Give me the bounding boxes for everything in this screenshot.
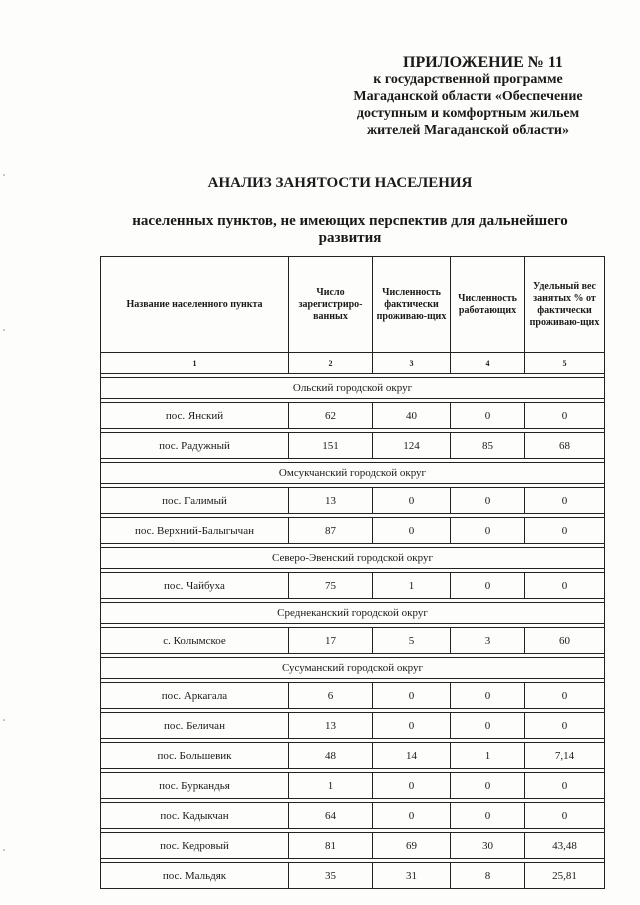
registered-cell: 13 [289,488,373,514]
district-name: Северо-Эвенский городской округ [101,548,605,569]
subtitle-line: населенных пунктов, не имеющих перспектив для дальнейшего [132,213,568,229]
appendix-line: доступным и комфортным жильем [356,106,580,121]
subtitle-line: развития [318,230,382,246]
document-subtitle [100,213,600,247]
actually-living-cell: 1 [373,573,451,599]
appendix-line: Магаданской области «Обеспечение [353,89,583,104]
employment-share-cell: 0 [525,803,605,829]
table-row [101,863,605,889]
working-cell: 85 [451,433,525,459]
settlement-name-cell: пос. Галимый [101,488,289,514]
actually-living-cell: 0 [373,683,451,709]
employment-share-cell: 25,81 [525,863,605,889]
district-row [101,658,605,679]
settlement-name-cell: пос. Кедровый [101,833,289,859]
table-row [101,683,605,709]
column-number: 5 [525,353,605,374]
employment-share-cell: 0 [525,573,605,599]
actually-living-cell: 40 [373,403,451,429]
working-cell: 0 [451,713,525,739]
column-number: 1 [101,353,289,374]
settlement-name-cell: пос. Янский [101,403,289,429]
registered-cell: 13 [289,713,373,739]
working-cell: 0 [451,518,525,544]
employment-share-cell: 0 [525,518,605,544]
table-row [101,488,605,514]
appendix-heading: ПРИЛОЖЕНИЕ № 11 [403,54,563,71]
actually-living-cell: 0 [373,488,451,514]
table-row [101,803,605,829]
column-number-row [101,353,605,374]
working-cell: 0 [451,773,525,799]
settlement-name-cell: пос. Буркандья [101,773,289,799]
registered-cell: 6 [289,683,373,709]
table-row [101,743,605,769]
document-title: АНАЛИЗ ЗАНЯТОСТИ НАСЕЛЕНИЯ [207,175,473,191]
table-body [101,374,605,889]
district-row [101,463,605,484]
employment-share-cell: 0 [525,488,605,514]
table-row [101,573,605,599]
registered-cell: 75 [289,573,373,599]
working-cell: 0 [451,573,525,599]
column-number: 4 [451,353,525,374]
appendix-block [328,54,608,139]
settlement-name-cell: пос. Беличан [101,713,289,739]
settlement-name-cell: пос. Мальдяк [101,863,289,889]
settlement-name-cell: пос. Радужный [101,433,289,459]
header-settlement-name: Название населенного пункта [101,257,289,353]
actually-living-cell: 0 [373,518,451,544]
column-number: 2 [289,353,373,374]
district-row [101,548,605,569]
working-cell: 8 [451,863,525,889]
table-row [101,833,605,859]
district-name: Ольский городской округ [101,378,605,399]
registered-cell: 48 [289,743,373,769]
registered-cell: 87 [289,518,373,544]
header-registered: Число зарегистриро-ванных [289,257,373,353]
working-cell: 0 [451,683,525,709]
column-number: 3 [373,353,451,374]
settlement-name-cell: пос. Чайбуха [101,573,289,599]
working-cell: 0 [451,803,525,829]
table-row [101,628,605,654]
registered-cell: 17 [289,628,373,654]
settlement-name-cell: пос. Кадыкчан [101,803,289,829]
appendix-line: к государственной программе [373,72,563,87]
settlement-name-cell: с. Колымское [101,628,289,654]
actually-living-cell: 69 [373,833,451,859]
working-cell: 30 [451,833,525,859]
table-header-row [101,257,605,353]
settlement-name-cell: пос. Аркагала [101,683,289,709]
actually-living-cell: 0 [373,803,451,829]
employment-share-cell: 0 [525,773,605,799]
settlement-name-cell: пос. Большевик [101,743,289,769]
table-row [101,403,605,429]
working-cell: 1 [451,743,525,769]
settlement-name-cell: пос. Верхний-Балыгычан [101,518,289,544]
district-row [101,603,605,624]
employment-table [100,256,605,889]
working-cell: 0 [451,488,525,514]
district-name: Сусуманский городской округ [101,658,605,679]
registered-cell: 1 [289,773,373,799]
working-cell: 3 [451,628,525,654]
table-row [101,433,605,459]
actually-living-cell: 124 [373,433,451,459]
employment-share-cell: 68 [525,433,605,459]
header-working: Численность работающих [451,257,525,353]
actually-living-cell: 0 [373,713,451,739]
table-row [101,518,605,544]
employment-share-cell: 60 [525,628,605,654]
district-row [101,378,605,399]
actually-living-cell: 14 [373,743,451,769]
header-actually-living: Численность фактически проживаю-щих [373,257,451,353]
registered-cell: 151 [289,433,373,459]
registered-cell: 81 [289,833,373,859]
district-name: Омсукчанский городской округ [101,463,605,484]
working-cell: 0 [451,403,525,429]
registered-cell: 62 [289,403,373,429]
employment-share-cell: 7,14 [525,743,605,769]
table-row [101,713,605,739]
employment-share-cell: 0 [525,713,605,739]
employment-share-cell: 43,48 [525,833,605,859]
appendix-line: жителей Магаданской области» [367,123,569,138]
employment-share-cell: 0 [525,403,605,429]
actually-living-cell: 0 [373,773,451,799]
employment-share-cell: 0 [525,683,605,709]
actually-living-cell: 31 [373,863,451,889]
registered-cell: 35 [289,863,373,889]
header-employment-share: Удельный вес занятых % от фактически проживаю-щих [525,257,605,353]
registered-cell: 64 [289,803,373,829]
scan-margin-marks [2,0,6,905]
actually-living-cell: 5 [373,628,451,654]
table-row [101,773,605,799]
district-name: Среднеканский городской округ [101,603,605,624]
